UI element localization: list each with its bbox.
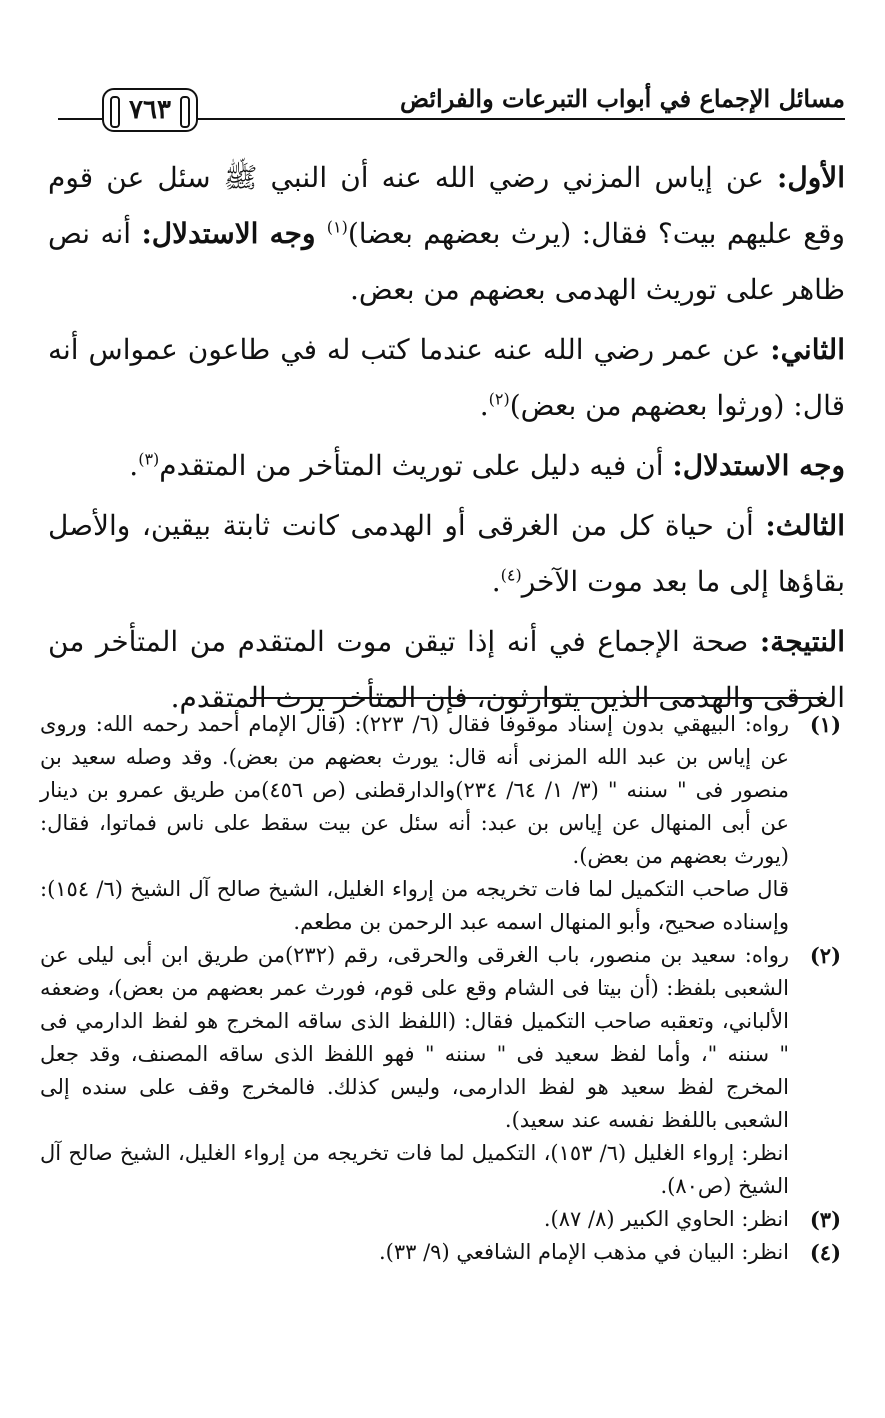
paragraph-lead: وجه الاستدلال: [672,449,845,482]
paragraph-inference [48,438,845,494]
footnote-divider [250,697,819,699]
footnote-text: قال صاحب التكميل لما فات تخريجه من إرواء الغليل، الشيخ صالح آل الشيخ (٦/ ١٥٤): وإسناده صحيح، وأبو المنهال اسمه عبد الرحمن بن مطعم. [40,877,789,934]
footnote-text: انظر: البيان في مذهب الإمام الشافعي (٩/ ٣٣). [378,1240,789,1264]
paragraph-lead: الأول: [777,161,845,194]
paragraph-tail: . [479,389,489,422]
footnote-ref[interactable]: (٣) [138,449,160,469]
running-header-title: مسائل الإجماع في أبواب التبرعات والفرائض [399,84,845,113]
page-number: ٧٦٣ [102,88,198,132]
paragraph-second-evidence [48,322,845,434]
paragraph-tail: . [491,565,501,598]
paragraph-lead: الثالث: [765,509,845,542]
paragraph-text: صحة الإجماع في أنه إذا تيقن موت المتقدم من المتأخر من الغرقى والهدمى الذين يتوارثون، فإن المتأخر يرث المتقدم. [48,625,845,714]
paragraph-text: عن عمر رضي الله عنه عندما كتب له في طاعون عمواس أنه قال: (ورثوا بعضهم من بعض) [48,333,845,422]
paragraph-tail: . [129,449,139,482]
main-text [48,150,845,730]
footnote-1 [40,708,841,939]
paragraph-text: أن فيه دليل على توريث المتأخر من المتقدم [159,449,673,482]
footnote-number: (٣) [809,1207,841,1232]
footnote-ref[interactable]: (٤) [500,565,522,585]
footnotes [40,708,841,1269]
footnote-ref[interactable]: (٢) [488,389,510,409]
paragraph-lead: النتيجة: [759,625,845,658]
paragraph-lead: الثاني: [770,333,845,366]
footnote-text: رواه: سعيد بن منصور، باب الغرقى والحرقى، رقم (٢٣٢)من طريق ابن أبى ليلى عن الشعبى بلفظ: (أن بيتا فى الشام وقع على قوم، فورث عمر بعضهم من بعض)، وضعفه الألباني، وتعقبه صاحب التكميل فقال: (اللفظ الذى ساقه المخرج هو لفظ الدارمي فى " سننه "، وأما لفظ سعيد فى " سننه " فهو اللفظ الذى ساقه المصنف، وقد جعل المخرج لفظ سعيد هو لفظ الدارمى، وليس كذلك. فالمخرج وقف على سنده إلى الشعبى باللفظ نفسه عند سعيد). [40,943,789,1132]
paragraph-first-evidence [48,150,845,318]
footnote-text: رواه: البيهقي بدون إسناد موقوفا فقال (٦/ ٢٢٣): (قال الإمام أحمد رحمه الله: وروى عن إياس بن عبد الله المزنى أنه قال: يورث بعضهم من بعض). وقد وصله سعيد بن منصور فى " سننه " (٣/ ١/ ٦٤/ ٢٣٤)والدارقطنى (ص ٤٥٦)من طريق عمرو بن دينار عن أبى المنهال عن إياس بن عبد: أنه سئل عن بيت سقط على ناس فماتوا، فقال: (يورث بعضهم من بعض). [40,712,789,868]
footnote-ref[interactable]: (١) [326,217,348,237]
footnote-text: انظر: الحاوي الكبير (٨/ ٨٧). [543,1207,789,1231]
paragraph-text: أن حياة كل من الغرقى أو الهدمى كانت ثابتة بيقين، والأصل بقاؤها إلى ما بعد موت الآخر [48,509,845,598]
footnote-text: انظر: إرواء الغليل (٦/ ١٥٣)، التكميل لما فات تخريجه من إرواء الغليل، الشيخ صالح آل الشيخ (ص٨٠). [40,1141,790,1198]
paragraph-text: عن إياس المزني رضي الله عنه أن النبي ﷺ سئل عن قوم وقع عليهم بيت؟ فقال: (يرث بعضهم بعضا) [48,161,845,250]
paragraph-third-evidence [48,498,845,610]
footnote-number: (٢) [809,943,841,968]
paragraph-lead: وجه الاستدلال: [141,217,327,250]
footnote-number: (٤) [809,1240,841,1265]
footnote-3 [40,1203,841,1236]
footnote-number: (١) [809,712,841,737]
footnote-2 [40,939,841,1203]
footnote-4 [40,1236,841,1269]
paragraph-text: أنه نص ظاهر على توريث الهدمى بعضهم من بعض. [48,217,845,306]
